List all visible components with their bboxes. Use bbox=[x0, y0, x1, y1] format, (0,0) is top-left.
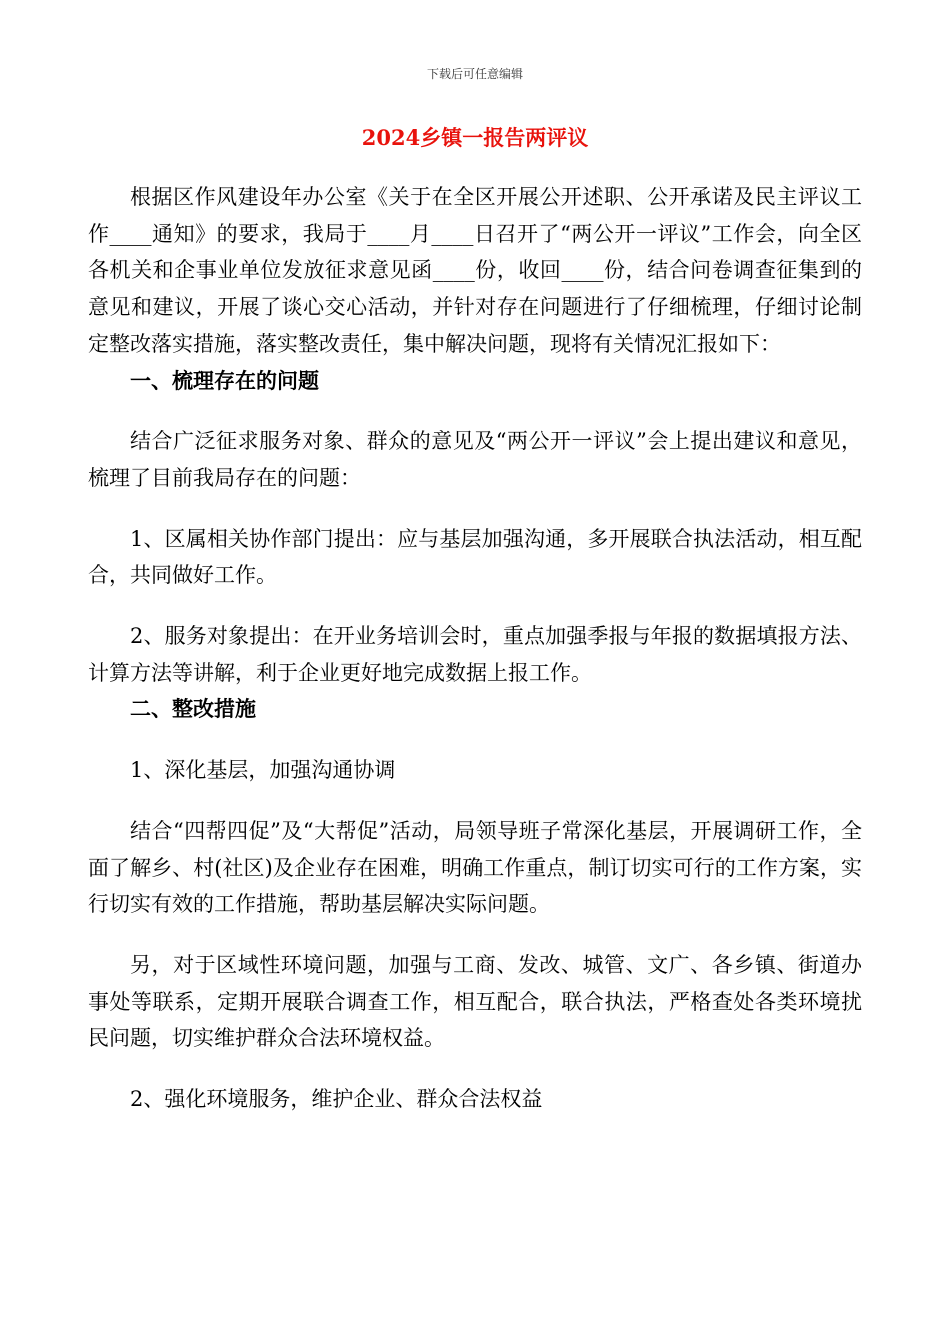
measure1-heading: 1、深化基层，加强沟通协调 bbox=[130, 758, 396, 783]
section2-heading: 二、整改措施 bbox=[130, 696, 256, 722]
document-title: 2024乡镇一报告两评议 bbox=[361, 125, 589, 150]
section1-heading: 一、梳理存在的问题 bbox=[130, 367, 319, 393]
problem-item-2: 2、服务对象提出：在开业务培训会时，重点加强季报与年报的数据填报方法、计算方法等讲解，利于企业更好地完成数据上报工作。 bbox=[88, 624, 862, 685]
problem-item-1: 1、区属相关协作部门提出：应与基层加强沟通，多开展联合执法活动，相互配合，共同做好工作。 bbox=[88, 526, 862, 588]
intro-paragraph: 根据区作风建设年办公室《关于在全区开展公开述职、公开承诺及民主评议工作____通知》的要求，我局于____月____日召开了“两公开一评议”工作会，向全区各机关和企事业单位发放征求意见函____份，收回____份，结合问卷调查征集到的意见和建议，开展了谈心交心活动，并针对存在问题进行了仔细梳理，仔细讨论制定整改落实措施，落实整改责任，集中解决问题，现将有关情况汇报如下： bbox=[88, 185, 862, 356]
document-body bbox=[88, 179, 862, 1118]
measure1-paragraph-1: 结合“四帮四促”及“大帮促”活动，局领导班子常深化基层，开展调研工作，全面了解乡、村(社区)及企业存在困难，明确工作重点，制订切实可行的工作方案，实行切实有效的工作措施，帮助基层解决实际问题。 bbox=[88, 818, 862, 917]
measure2-heading: 2、强化环境服务，维护企业、群众合法权益 bbox=[130, 1087, 543, 1112]
measure1-paragraph-2: 另，对于区域性环境问题，加强与工商、发改、城管、文广、各乡镇、街道办事处等联系，定期开展联合调查工作，相互配合，联合执法，严格查处各类环境扰民问题，切实维护群众合法环境权益。 bbox=[88, 952, 862, 1051]
section1-intro-paragraph: 结合广泛征求服务对象、群众的意见及“两公开一评议”会上提出建议和意见，梳理了目前我局存在的问题： bbox=[88, 429, 862, 490]
header-note: 下载后可任意编辑 bbox=[426, 67, 523, 81]
